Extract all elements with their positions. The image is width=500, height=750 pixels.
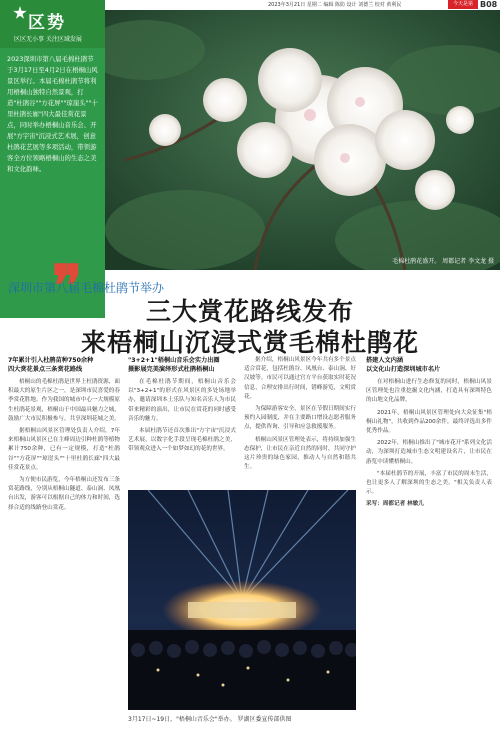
article-column-2	[128, 356, 236, 458]
paragraph: 梧桐山风景区管理处表示，将持续加强生态保护，让市民在亲近自然的同时，共同守护这片珍贵的绿色家园，推动人与自然和谐共生。	[244, 436, 356, 471]
rhododendron-photo	[105, 10, 500, 270]
section-title: 区势	[28, 13, 66, 33]
article-column-4	[366, 356, 492, 513]
column-heading: 搭建人文内涵 以文化山打造深圳城市名片	[366, 357, 441, 373]
article-column-1	[8, 356, 120, 516]
masthead	[0, 0, 105, 48]
issue-date: 2023年3月21日 星期二 编辑 陈防 设计 刘德兰 校对 黄利民	[268, 2, 402, 8]
article-column-3	[244, 356, 356, 475]
section-subtitle: 区区无小事 关注区域发展	[14, 36, 82, 43]
paragraph: 在对梧桐山进行生态修复的同时，梧桐山风景区管理处也注重挖掘文化内涵，打造具有深圳特色的山地文化品牌。	[366, 379, 492, 404]
paragraph: 在毛棉杜鹃节期间，梧桐山音乐会以"3+2+1"的形式在风景区的多处场地举办，邀请深圳本土乐队与知名音乐人为市民带来精彩的演出，让市民在赏花的同时感受音乐的魅力。	[128, 379, 236, 422]
paragraph: 梧桐山的毛棉杜鹃是世界上杜鹃资源，面积最大的原生片区之一，是深圳市民喜爱的春季赏花胜地。作为我国的城市中心一大规模原生杜鹃花景观，梧桐山于中国最具魅力之城，鼓励广大市民积极参与，共享深圳花城之美。	[8, 379, 120, 422]
headline	[8, 296, 492, 358]
intro-box	[0, 48, 105, 318]
paragraph: 据介绍，梧桐山风景区今年共有多个景点适合赏花，包括杜鹃谷、凤凰台、泰山涧、好汉坡等。市民可以通过官方平台获取实时花况信息，合理安排出行时间，错峰游览，文明赏花。	[244, 357, 356, 400]
concert-photo	[128, 490, 356, 710]
paragraph: 2022年，梧桐山推出了"城市花开"系列文化活动，为深圳打造城市生态文明建设名片，让市民在游览中读懂梧桐山。	[366, 440, 492, 465]
quote-mark-icon: ❞	[52, 253, 83, 319]
page-number: B08	[480, 0, 498, 9]
paragraph: 为方便市民游览，今年梧桐山还发布三条赏花路线，分别从梧桐山隧道、泰山涧、凤凰台出发，游客可以根据自己的体力和时间，选择合适的线路登山赏花。	[8, 477, 120, 511]
column-heading: "3+2+1"梧桐山音乐会实力出圈 摄影展完美演绎形式杜鹃梧桐山	[128, 357, 220, 373]
paragraph: 本届杜鹃节还首次推出"方宇宙"沉浸式艺术展，以数字化手段呈现毛棉杜鹃之美，带领观众进入一个如梦如幻的花的世界。	[128, 428, 236, 453]
headline-line-2: 来梧桐山沉浸式赏毛棉杜鹃花	[80, 328, 419, 357]
star-icon	[13, 6, 27, 20]
paragraph: "本届杜鹃节的开展，丰富了市民的周末生活，也让更多人了解深圳的生态之美。"相关负责人表示。	[366, 470, 492, 496]
photo-caption: 毛棉杜鹃花盛开。 周都记者 李文龙 摄	[392, 258, 494, 265]
headline-kicker: 深圳市第八届毛棉杜鹃节举办	[8, 281, 165, 295]
headline-line-1: 三大赏花路线发布	[145, 297, 354, 326]
section-tag: 今天是第	[448, 0, 478, 9]
paragraph: 据梧桐山风景区管理处负责人介绍，7年来梧桐山风景区已在主峰周边引种杜鹃等植物累计750余种，已有一定规模，打造"杜鹃谷""方花屏""琼崖头""十里杜鹃长廊"四大最佳赏花景点。	[8, 428, 120, 471]
paragraph: 为保障游客安全，景区在节假日期间实行预约入园制度，并在主要路口增设志愿者服务点，提供咨询、引导和应急救援服务。	[244, 406, 356, 431]
paragraph: 2021年，梧桐山风景区管理处向大众征集"梧桐山礼物"，共收到作品200余件，最终评选出多件优秀作品。	[366, 409, 492, 435]
column-heading: 7年累计引入杜鹃苗种750余种 四大赏花景点三条赏花路线	[8, 357, 94, 373]
byline: 采写：周都记者 林敏儿	[366, 501, 424, 508]
concert-illustration	[128, 490, 356, 710]
concert-caption: 3月17日~19日，"梧桐山音乐会"举办。 罗湖区委宣传部供图	[128, 716, 292, 723]
intro-text: 2023深圳市第八届毛棉杜鹃节于3月17日至4月2日在梧桐山风景区举行。本届毛棉杜鹃节将利用梧桐山独特自然景观，打造"杜鹃谷""方花屏""琼崖头""十里杜鹃长廊"四大最佳赏花景点，同时举办梧桐山音乐会、开展"方宇宙"沉浸式艺术展，创意杜鹃花艺展等多项活动，带领游客全方位领略梧桐山的生态之美和文化韵味。	[7, 55, 98, 173]
rhododendron-illustration	[105, 10, 500, 270]
